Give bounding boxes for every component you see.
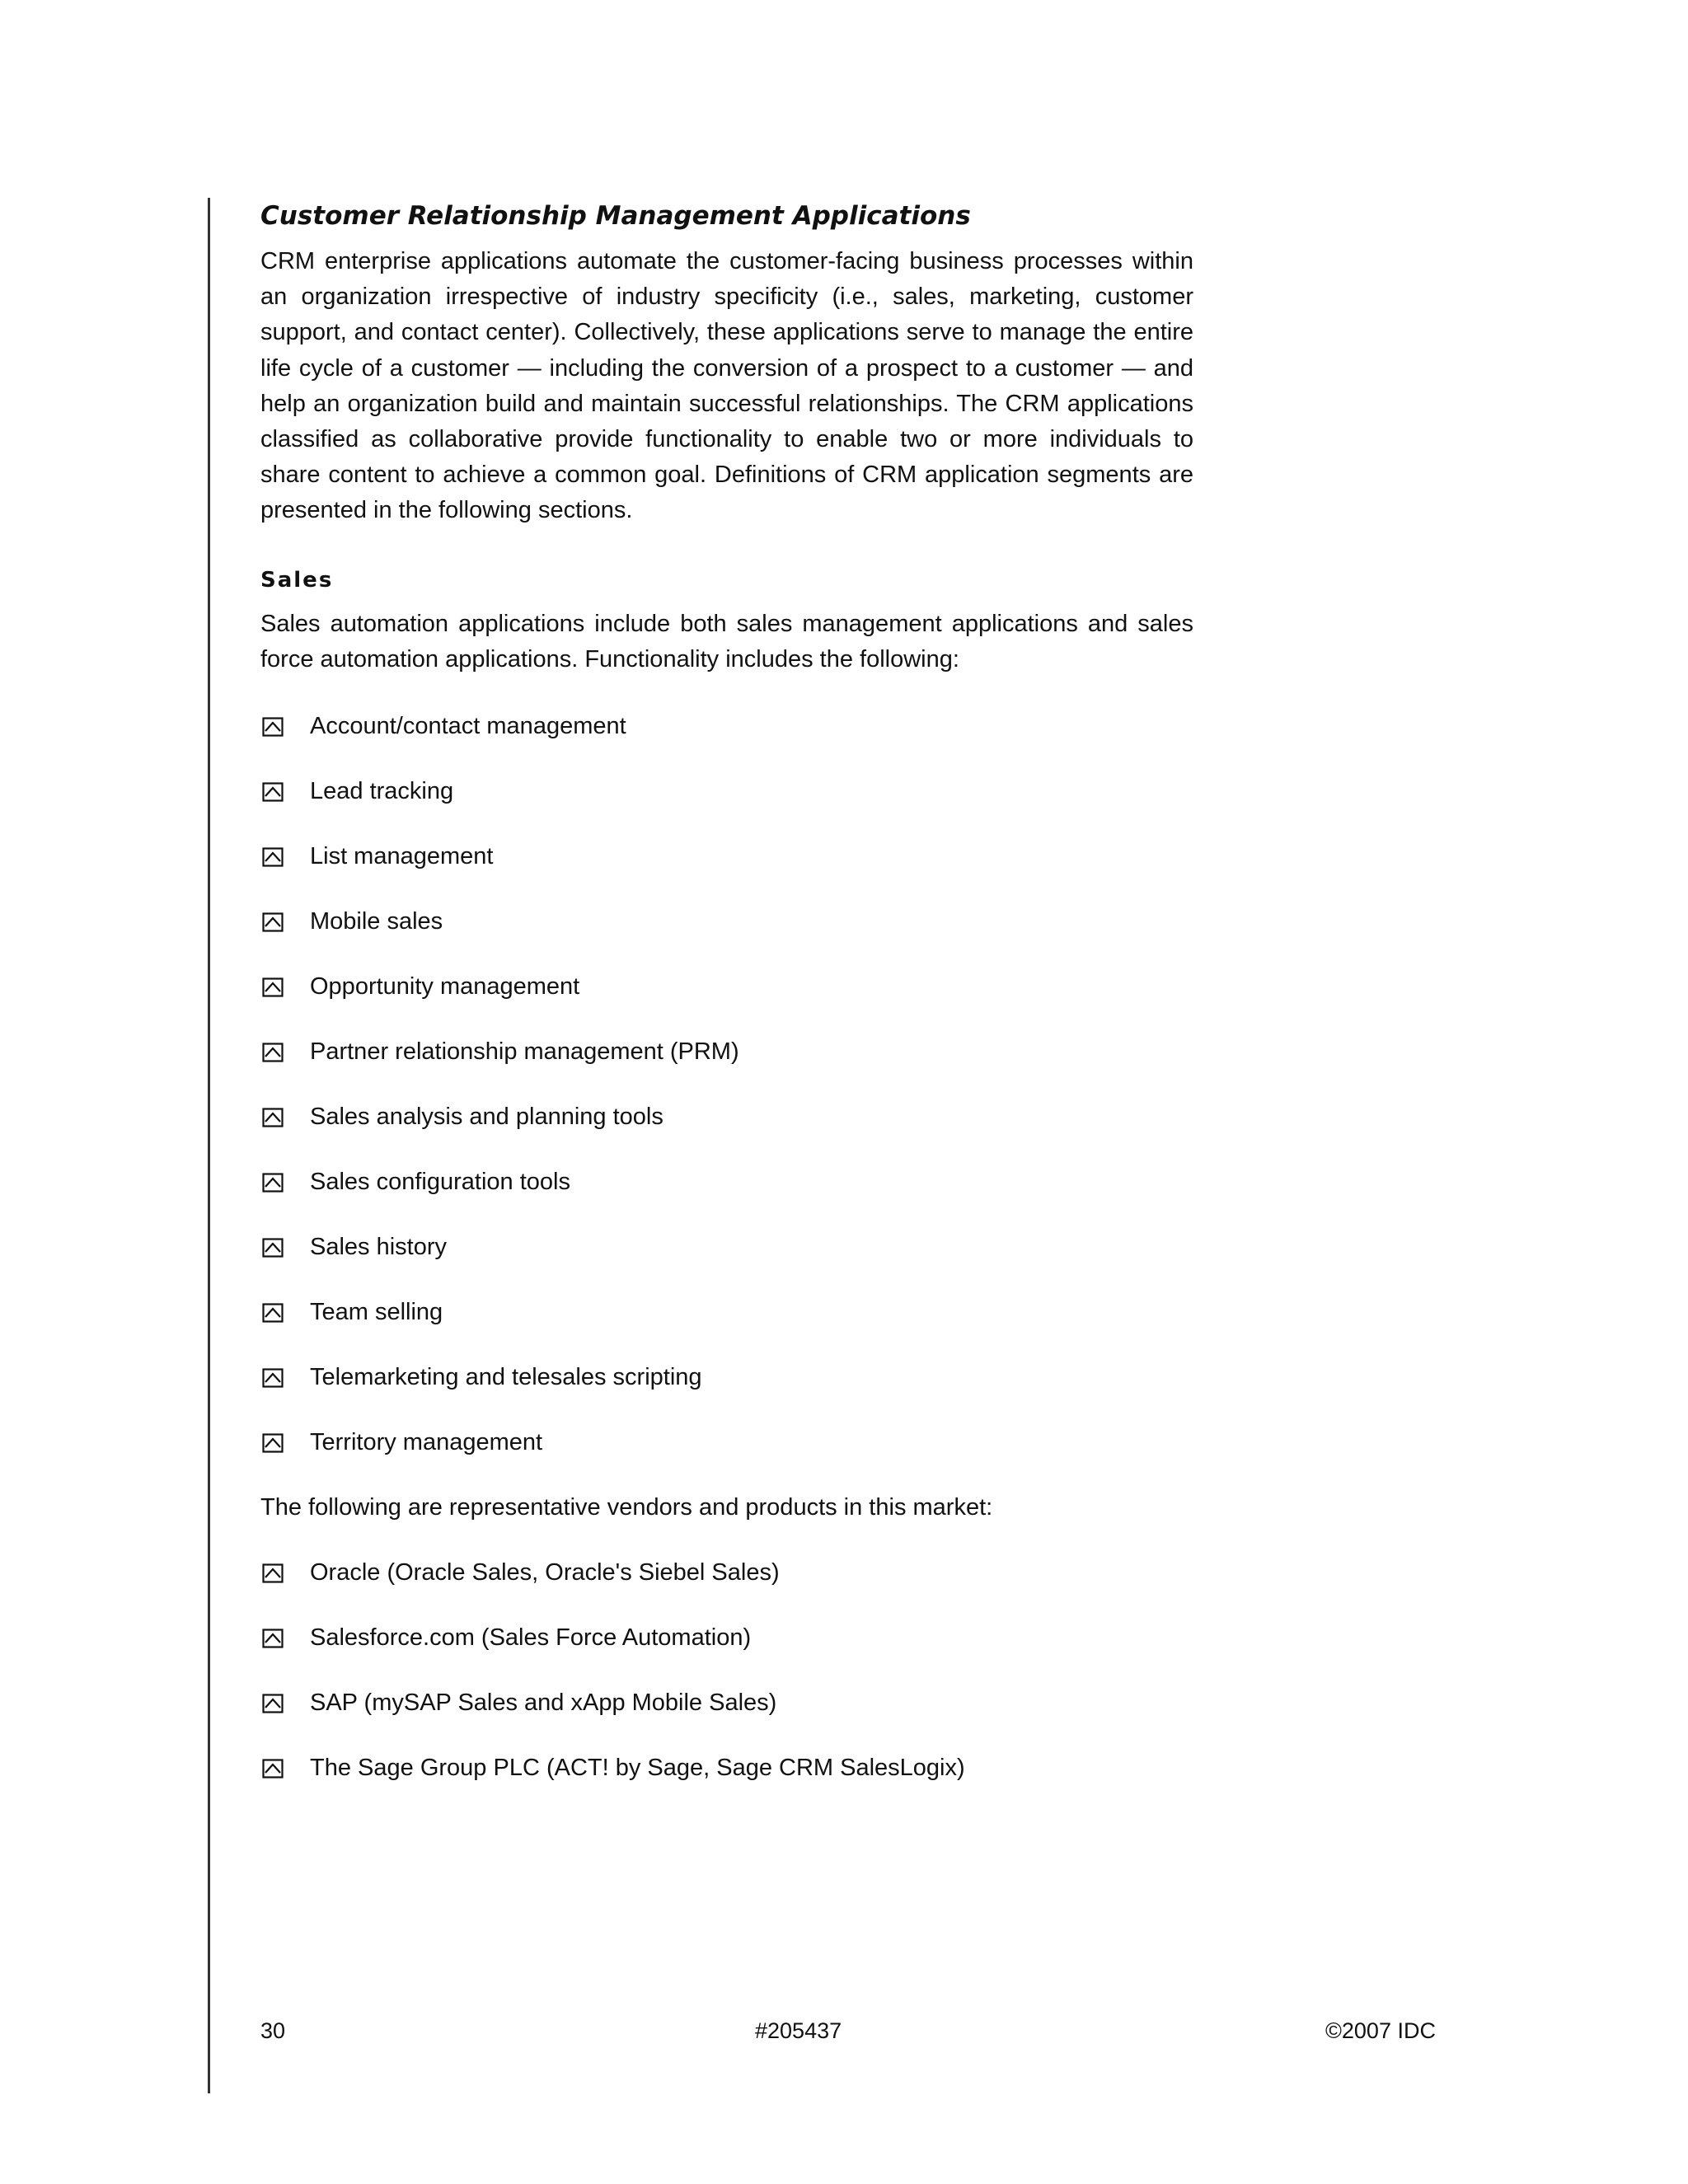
document-id: #205437 <box>755 2018 842 2043</box>
list-item <box>260 1230 1193 1296</box>
page-content <box>260 198 1193 1816</box>
sales-heading: Sales <box>260 567 334 593</box>
list-item-text: Salesforce.com (Sales Force Automation) <box>310 1624 752 1652</box>
margin-rule <box>208 198 210 2093</box>
list-item-text: Sales history <box>310 1234 448 1261</box>
list-item <box>260 970 1193 1035</box>
section-title: Customer Relationship Management Applications <box>260 201 971 231</box>
list-item-text: SAP (mySAP Sales and xApp Mobile Sales) <box>310 1690 777 1717</box>
boxed-chevron-up-icon <box>262 912 284 932</box>
list-item-text: Opportunity management <box>310 973 580 1001</box>
list-item <box>260 1100 1193 1165</box>
list-item-text: Lead tracking <box>310 778 454 805</box>
vendors-intro: The following are representative vendors and products in this market: <box>260 1494 993 1521</box>
list-item-text: Territory management <box>310 1429 543 1456</box>
list-item <box>260 1165 1193 1230</box>
list-item-text: Sales analysis and planning tools <box>310 1104 663 1131</box>
list-item-text: Mobile sales <box>310 908 443 935</box>
list-item <box>260 1296 1193 1361</box>
list-item-text: Team selling <box>310 1299 443 1326</box>
list-item <box>260 1621 1193 1686</box>
boxed-chevron-up-icon <box>262 847 284 867</box>
list-item-text: Oracle (Oracle Sales, Oracle's Siebel Sales) <box>310 1559 780 1586</box>
boxed-chevron-up-icon <box>262 1563 284 1583</box>
sales-description: Sales automation applications include both sales management applications and sales force automation applications. Functionality includes the following: <box>260 610 1193 673</box>
list-item <box>260 1556 1193 1621</box>
list-item <box>260 840 1193 905</box>
boxed-chevron-up-icon <box>262 1108 284 1127</box>
boxed-chevron-up-icon <box>262 1629 284 1648</box>
list-item-text: Account/contact management <box>310 713 626 740</box>
boxed-chevron-up-icon <box>262 1433 284 1453</box>
list-item <box>260 1361 1193 1426</box>
list-item <box>260 1686 1193 1751</box>
boxed-chevron-up-icon <box>262 977 284 997</box>
list-item <box>260 1751 1193 1816</box>
boxed-chevron-up-icon <box>262 1694 284 1713</box>
boxed-chevron-up-icon <box>262 1759 284 1779</box>
list-item-text: List management <box>310 843 494 870</box>
list-item <box>260 1035 1193 1100</box>
functionality-list <box>260 710 1193 1491</box>
list-item-text: Sales configuration tools <box>310 1169 570 1196</box>
copyright: ©2007 IDC <box>1325 2018 1436 2043</box>
boxed-chevron-up-icon <box>262 1303 284 1323</box>
list-item-text: Telemarketing and telesales scripting <box>310 1364 702 1391</box>
boxed-chevron-up-icon <box>262 1173 284 1193</box>
boxed-chevron-up-icon <box>262 717 284 737</box>
list-item <box>260 710 1193 775</box>
boxed-chevron-up-icon <box>262 782 284 802</box>
page-number: 30 <box>260 2018 286 2043</box>
intro-paragraph: CRM enterprise applications automate the customer-facing business processes within an organization irrespective of industry specificity (i.e., sales, marketing, customer support, and contact center). Collectively, these applications serve to manage the entire life cycle of a customer — including the conversion of a prospect to a customer — and help an organization build and maintain successful relationships. The CRM applications classified as collaborative provide functionality to enable two or more individuals to share content to achieve a common goal. Definitions of CRM application segments are presented in the following sections. <box>260 248 1193 524</box>
list-item-text: Partner relationship management (PRM) <box>310 1038 739 1066</box>
list-item <box>260 1426 1193 1491</box>
vendors-list <box>260 1556 1193 1816</box>
list-item-text: The Sage Group PLC (ACT! by Sage, Sage CRM SalesLogix) <box>310 1755 965 1782</box>
boxed-chevron-up-icon <box>262 1043 284 1062</box>
boxed-chevron-up-icon <box>262 1368 284 1388</box>
boxed-chevron-up-icon <box>262 1238 284 1258</box>
list-item <box>260 775 1193 840</box>
list-item <box>260 905 1193 970</box>
